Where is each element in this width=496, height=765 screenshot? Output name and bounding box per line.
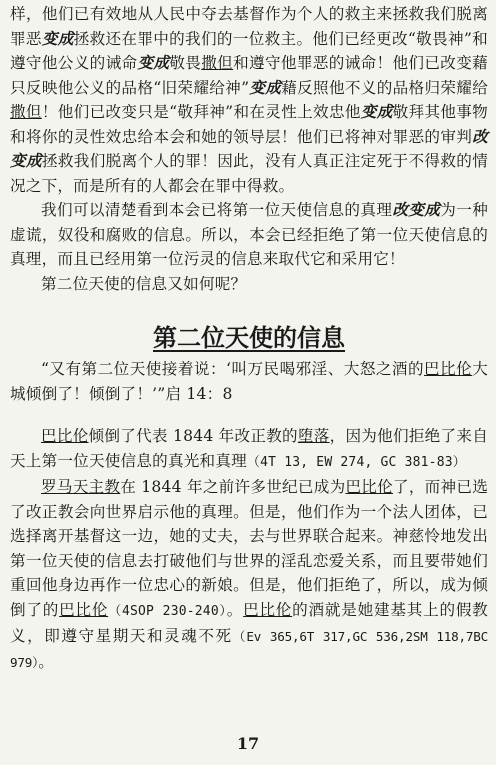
underlined-term: 堕落 — [297, 427, 330, 445]
underlined-term: 巴比伦 — [59, 600, 109, 619]
text: 敬畏 — [169, 54, 202, 72]
text: “又有第二位天使接着说：‘叫万民喝邪淫、大怒之酒的 — [41, 360, 425, 378]
underlined-term: 撒但 — [201, 54, 234, 72]
paragraph-5 — [10, 475, 488, 675]
text: ，因为他们拒绝了来自天上第一位天使信息的真光和真理 — [10, 427, 488, 470]
emphasis: 改变成 — [10, 126, 488, 170]
emphasis: 变成 — [249, 77, 282, 97]
paragraph-1 — [10, 2, 488, 198]
spacer — [10, 406, 488, 424]
text: ！他们已改变只是“敬拜神”和在灵性上效忠他 — [41, 103, 361, 121]
text: 。 — [226, 600, 244, 619]
scripture-quote — [10, 357, 488, 406]
text: 敬拜其他事物和将你的灵性效忠给本会和她的领导层！他们已将神对罪恶的审判 — [10, 103, 488, 146]
underlined-term: 巴比伦 — [424, 360, 473, 378]
emphasis: 改变成 — [392, 200, 441, 219]
text: 和遵守他罪恶的诫命！他们已改变藉只反映他公义的品格“旧荣耀给神” — [10, 54, 488, 97]
text: 大城倾倒了！倾倒了！’”启 14：8 — [10, 360, 488, 403]
text: 了，而神已选了改正教会向世界启示他的真理。但是，他们作为一个法人团体，已选择离开基督这一边，她的丈夫，去与世界联合起来。神慈怜地发出第一位天使的信息去打破他们与世界的淫乱恋爱关系，而且要带她们重回他身边再作一位忠心的新娘。但是，他们拒绝了，所以，成为倾倒了的 — [10, 478, 489, 619]
underlined-term: 巴比伦 — [243, 600, 293, 619]
paragraph-4 — [10, 424, 488, 475]
underlined-term: 罗马天主教 — [41, 478, 121, 496]
underlined-term: 撒但 — [10, 103, 42, 121]
text: 为一种虚谎，奴役和腐败的信息。所以，本会已经拒绝了第一位天使信息的真理，而且已经用第一位污灵的信息来取代它和采用它！ — [10, 201, 488, 268]
emphasis: 变成 — [137, 53, 170, 72]
citation: （4SOP 230-240） — [108, 603, 227, 619]
text: 的酒就是她建基其上的假教义，即遵守星期天和灵魂不死 — [10, 600, 488, 645]
paragraph-3: 第二位天使的信息又如何呢？ — [41, 274, 247, 293]
text: 倾倒了代表 1844 年改正教的 — [88, 427, 298, 445]
text: 我们可以清楚看到本会已将第一位天使信息的真理 — [41, 201, 393, 219]
text: 样，他们已有效地从人民中夺去基督作为个人的救主来拯救我们脱离罪恶 — [10, 5, 488, 48]
text: 。 — [38, 652, 55, 671]
heading-text: 第二位天使的信息 — [153, 324, 345, 352]
emphasis: 变成 — [41, 28, 74, 48]
citation: （Ev 365,6T 317,GC 536,2SM 118,7BC 979） — [10, 629, 488, 670]
underlined-term: 巴比伦 — [345, 478, 393, 496]
text: 在 1844 年之前许多世纪已成为 — [120, 478, 346, 496]
paragraph-2 — [10, 198, 488, 272]
citation: （4T 13, EW 274, GC 381-83） — [246, 454, 466, 470]
text: 拯救我们脱离个人的罪！因此，没有人真正注定死于不得救的情况之下，而是所有的人都会在罪中得救。 — [10, 152, 489, 195]
emphasis: 变成 — [360, 102, 393, 121]
section-heading — [10, 318, 488, 353]
text: 藉反照他不义的品格归荣耀给 — [281, 78, 488, 97]
page-number: 17 — [236, 734, 260, 753]
text: 拯救还在罪中的我们的一位救主。他们已经更改“敬畏神”和遵守他公义的诫命 — [10, 29, 488, 72]
underlined-term: 巴比伦 — [41, 427, 89, 445]
